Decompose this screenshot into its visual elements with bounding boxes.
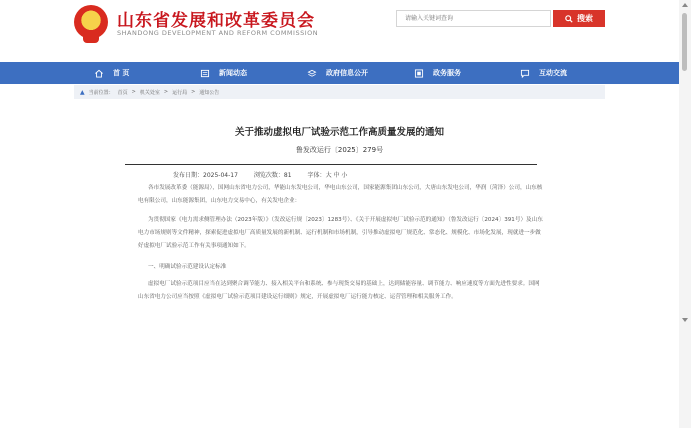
title-divider — [125, 164, 537, 165]
vertical-scrollbar[interactable] — [679, 0, 691, 428]
location-icon: ▲ — [80, 88, 85, 96]
search-button[interactable] — [553, 10, 605, 27]
breadcrumb-item-offices[interactable]: 机关处室 — [139, 89, 160, 96]
nav-item-label: 政务服务 — [433, 69, 461, 77]
service-icon — [414, 69, 424, 78]
article-paragraph: 为贯彻国家《电力需求侧管理办法（2023年版）》（发改运行规〔2023〕1283号）、《关于开展虚拟电厂试验示范的通知》（鲁发改运行〔2024〕391号）及山东电力市场规则等文件精神，探索促进虚拟电厂高质量发展的新机制、运行机制和市场机制，引导推动虚拟电厂规范化、常态化、规模化、市场化发展，现就进一步做好虚拟电厂试验示范工作有关事项通知如下。 — [138, 217, 543, 249]
breadcrumb-prefix: 当前位置： — [88, 89, 114, 96]
font-size-label: 字体： — [307, 172, 326, 179]
home-icon — [94, 69, 104, 78]
article-paragraph: 各市发展改革委（能源局），国网山东省电力公司，华能山东发电公司，华电山东公司，国家能源集团山东公司，大唐山东发电公司，华润（菏泽）公司，山东核电有限公司，山东能源集团，山东电力交易中心，有关发电企业： — [138, 185, 543, 204]
publish-date-row — [173, 170, 238, 179]
news-icon — [200, 69, 210, 78]
nav-item-services[interactable] — [414, 62, 461, 84]
national-emblem-icon — [74, 5, 108, 39]
breadcrumb-separator: > — [163, 89, 169, 95]
breadcrumb-item-home[interactable]: 首页 — [117, 89, 128, 96]
publish-date: 2025-04-17 — [203, 172, 238, 179]
search-button-label: 搜索 — [577, 14, 593, 23]
nav-item-label: 政府信息公开 — [326, 69, 368, 77]
site-header — [0, 0, 679, 62]
search-icon — [565, 15, 573, 23]
breadcrumb-separator: > — [131, 89, 136, 95]
view-count: 81 — [283, 172, 292, 179]
scrollbar-thumb[interactable] — [682, 13, 687, 71]
view-count-label: 浏览次数： — [253, 172, 284, 179]
scroll-down-icon[interactable] — [682, 318, 688, 322]
document-number: 鲁发改运行〔2025〕279号 — [295, 146, 384, 154]
view-count-row — [254, 170, 292, 179]
section-heading: 一、明确试验示范建设认定标准 — [148, 264, 227, 270]
breadcrumb-separator: > — [191, 89, 196, 95]
nav-item-gov-info[interactable] — [307, 62, 368, 84]
nav-item-news[interactable] — [200, 62, 247, 84]
nav-item-home[interactable] — [94, 62, 129, 84]
search-input[interactable] — [396, 10, 551, 27]
nav-item-label: 互动交流 — [539, 69, 567, 77]
article-paragraph: 虚拟电厂试验示范项目应当在达到聚合调节能力、接入相关平台和系统、参与现货交易的基础上，达到储能容量、调节能力、响应速度等方面先进性要求。国网山东省电力公司应当按照《虚拟电厂试验示范项目建设运行细则》规定，开展虚拟电厂运行能力核定、运营管理和相关服务工作。 — [138, 281, 540, 300]
site-title[interactable]: 山东省发展和改革委员会 — [117, 11, 315, 31]
breadcrumb-item-notices[interactable]: 通知公告 — [199, 89, 220, 96]
article-meta — [173, 170, 347, 179]
font-size-options[interactable]: 大 中 小 — [325, 172, 348, 179]
breadcrumb-item-operation[interactable]: 运行局 — [172, 89, 188, 96]
publish-date-label: 发布日期： — [173, 172, 204, 179]
layers-icon — [307, 69, 317, 78]
breadcrumb — [74, 85, 605, 99]
article-title: 关于推动虚拟电厂试验示范工作高质量发展的通知 — [234, 127, 444, 138]
nav-item-interaction[interactable] — [520, 62, 567, 84]
main-nav — [0, 62, 679, 84]
chat-icon — [520, 69, 530, 78]
nav-item-label: 新闻动态 — [219, 69, 247, 77]
nav-item-label: 首 页 — [113, 69, 130, 77]
font-size-row — [308, 170, 348, 179]
scroll-up-icon[interactable] — [682, 3, 688, 7]
site-subtitle: SHANDONG DEVELOPMENT AND REFORM COMMISSION — [117, 29, 319, 37]
